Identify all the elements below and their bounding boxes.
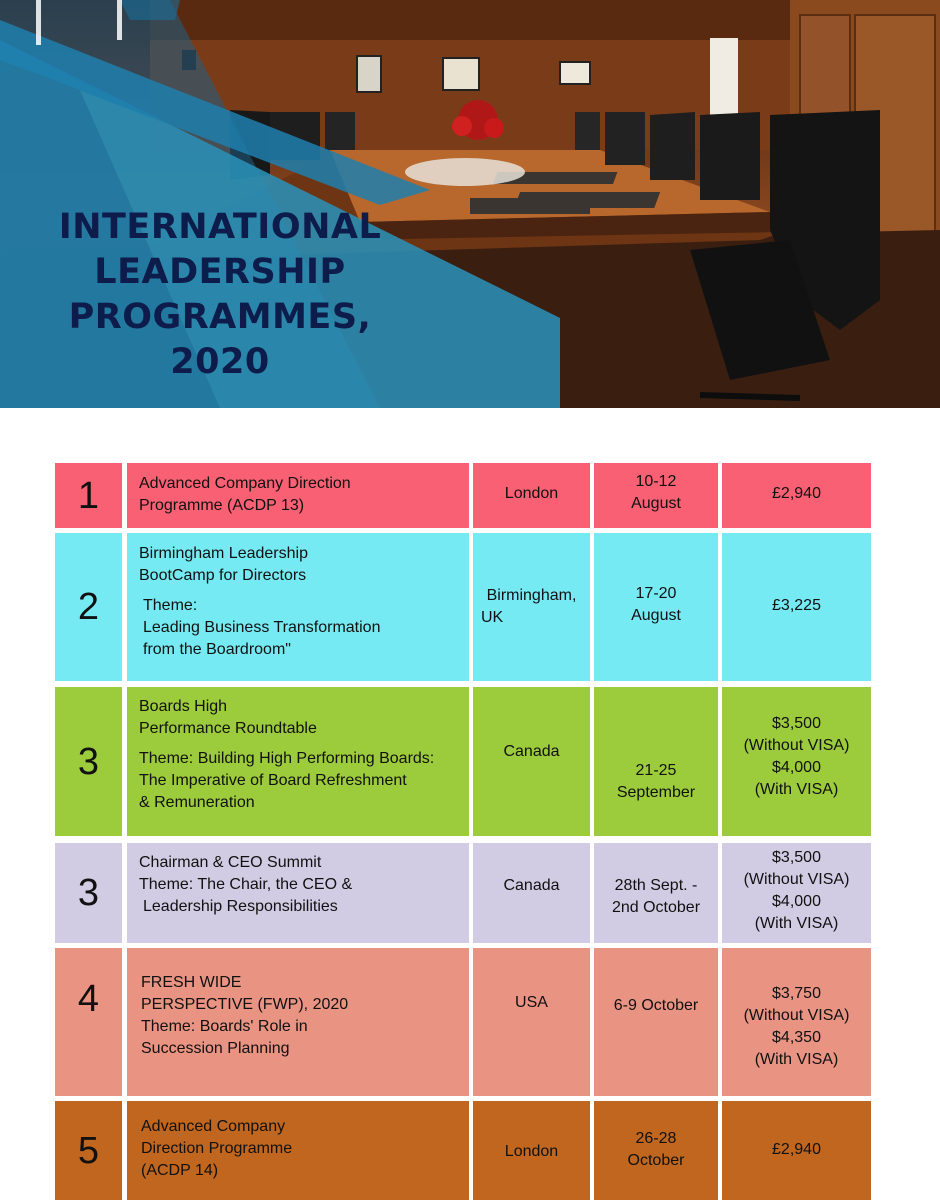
table-row — [55, 533, 871, 681]
table-row — [55, 687, 871, 836]
dates-cell: 28th Sept. - 2nd October — [594, 843, 718, 943]
row-number: 5 — [55, 1101, 122, 1200]
row-number: 1 — [55, 463, 122, 528]
table-row — [55, 1101, 871, 1200]
row-number: 3 — [55, 843, 122, 943]
title-line: PROGRAMMES, — [68, 297, 372, 337]
price-cell: £2,940 — [722, 1101, 871, 1200]
location-cell: Birmingham, UK — [473, 533, 590, 681]
programme-cell: Advanced Company Direction Programme (ACDP 13) — [127, 463, 469, 528]
row-number: 4 — [55, 948, 122, 1096]
row-number: 3 — [55, 687, 122, 836]
dates-cell: 21-25 September — [594, 687, 718, 836]
location-cell: USA — [473, 948, 590, 1096]
title-line: LEADERSHIP — [94, 252, 346, 292]
location-cell: London — [473, 1101, 590, 1200]
price-cell: £3,225 — [722, 533, 871, 681]
price-cell: $3,500 (Without VISA) $4,000 (With VISA) — [722, 843, 871, 943]
hero-banner — [0, 0, 940, 408]
price-cell: $3,500 (Without VISA) $4,000 (With VISA) — [722, 687, 871, 836]
dates-cell: 10-12 August — [594, 463, 718, 528]
programme-cell: Boards High Performance Roundtable Theme: Building High Performing Boards: The Imperative of Board Refreshment & Remuneration — [127, 687, 469, 836]
programme-cell: Birmingham Leadership BootCamp for Directors Theme: Leading Business Transformation from the Boardroom" — [127, 533, 469, 681]
programme-cell: Advanced Company Direction Programme (ACDP 14) — [127, 1101, 469, 1200]
dates-cell: 17-20 August — [594, 533, 718, 681]
row-number: 2 — [55, 533, 122, 681]
title-line: INTERNATIONAL — [58, 207, 382, 247]
dates-cell: 26-28 October — [594, 1101, 718, 1200]
dates-cell: 6-9 October — [594, 948, 718, 1096]
location-cell: London — [473, 463, 590, 528]
programme-cell: Chairman & CEO Summit Theme: The Chair, the CEO & Leadership Responsibilities — [127, 843, 469, 943]
location-cell: Canada — [473, 843, 590, 943]
title-line: 2020 — [170, 342, 270, 382]
price-cell: £2,940 — [722, 463, 871, 528]
table-row — [55, 463, 871, 528]
table-row — [55, 843, 871, 943]
table-row — [55, 948, 871, 1096]
page-title — [20, 205, 420, 385]
price-cell: $3,750 (Without VISA) $4,350 (With VISA) — [722, 948, 871, 1096]
programme-cell: FRESH WIDE PERSPECTIVE (FWP), 2020 Theme: Boards' Role in Succession Planning — [127, 948, 469, 1096]
location-cell: Canada — [473, 687, 590, 836]
